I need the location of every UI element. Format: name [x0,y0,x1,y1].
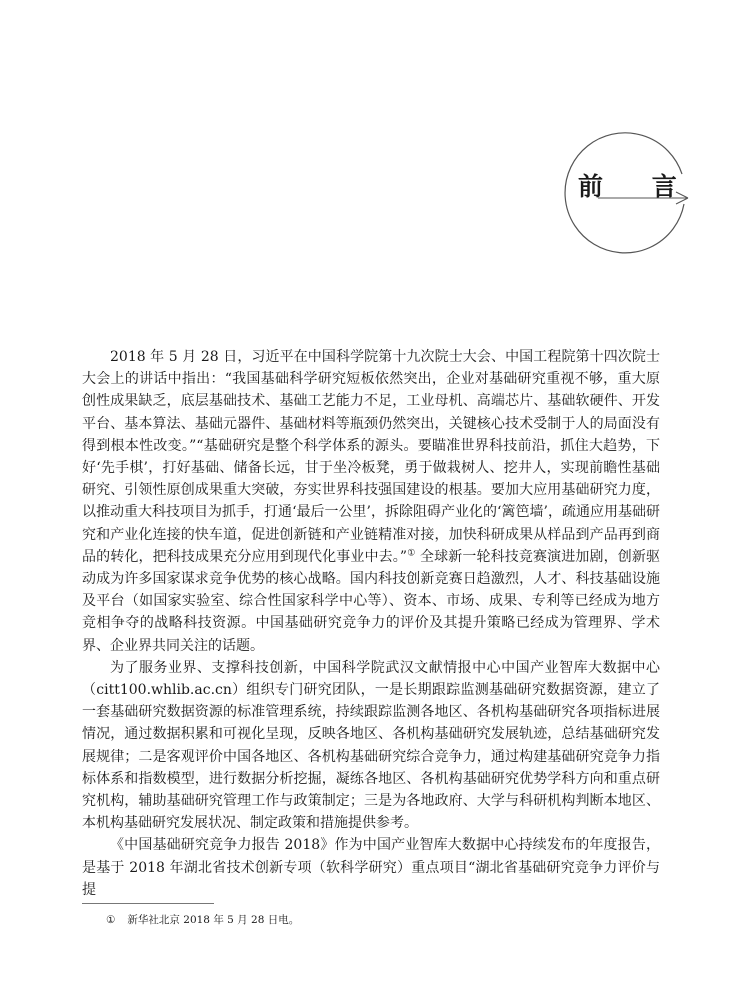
footnote-reference: ① [407,548,416,559]
footnote-divider [82,903,214,904]
paragraph-2: 为了服务业界、支撑科技创新，中国科学院武汉文献情报中心中国产业智库大数据中心（citt100.whlib.ac.cn）组织专门研究团队，一是长期跟踪监测基础研究数据资源，建立了一套基础研究数据资源的标准管理系统，持续跟踪监测各地区、各机构基础研究各项指标进展情况，通过数据积累和可视化呈现，反映各地区、各机构基础研究发展轨迹，总结基础研究发展规律；二是客观评价中国各地区、各机构基础研究综合竞争力，通过构建基础研究竞争力指标体系和指数模型，进行数据分析挖掘，凝练各地区、各机构基础研究优势学科方向和重点研究机构，辅助基础研究管理工作与政策制定；三是为各地政府、大学与科研机构判断本地区、本机构基础研究发展状况、制定政策和措施提供参考。 [82,659,660,832]
footnote-mark: ① [106,914,116,926]
footnote-text: 新华社北京 2018 年 5 月 28 日电。 [127,914,300,926]
paragraph-3: 《中国基础研究竞争力报告 2018》作为中国产业智库大数据中心持续发布的年度报告，是基于 2018 年湖北省技术创新专项（软科学研究）重点项目“湖北省基础研究竞争力评价与提 [82,837,660,898]
paragraph-1-text: 2018 年 5 月 28 日，习近平在中国科学院第十九次院士大会、中国工程院第十四次院士大会上的讲话中指出：“我国基础科学研究短板依然突出，企业对基础研究重视不够，重大原创性成果缺乏，底层基础技术、基础工艺能力不足，工业母机、高端芯片、基础软硬件、开发平台、基本算法、基础元器件、基础材料等瓶颈仍然突出，关键核心技术受制于人的局面没有得到根本性改变。”“基础研究是整个科学体系的源头。要瞄准世界科技前沿，抓住大趋势，下好‘先手棋’，打好基础、储备长远，甘于坐冷板凳，勇于做栽树人、挖井人，实现前瞻性基础研究、引领性原创成果重大突破，夯实世界科技强国建设的根基。要加大应用基础研究力度，以推动重大科技项目为抓手，打通‘最后一公里’，拆除阻碍产业化的‘篱笆墙’，疏通应用基础研究和产业化连接的快车道，促进创新链和产业链精准对接，加快科研成果从样品到产品再到商品的转化，把科技成果充分应用到现代化事业中去。” [82,349,660,565]
paragraph-1 [82,346,660,657]
page-title: 前 言 [578,172,697,201]
paragraph-1-continued: 全球新一轮科技竞赛演进加剧，创新驱动成为许多国家谋求竞争优势的核心战略。国内科技创新竞赛日趋激烈，人才、科技基础设施及平台（如国家实验室、综合性国家科学中心等）、资本、市场、成果、专利等已经成为地方竞相争夺的战略科技资源。中国基础研究竞争力的评价及其提升策略已经成为管理界、学术界、企业界共同关注的话题。 [82,548,661,654]
body-text [82,346,660,901]
footnote [106,913,299,927]
